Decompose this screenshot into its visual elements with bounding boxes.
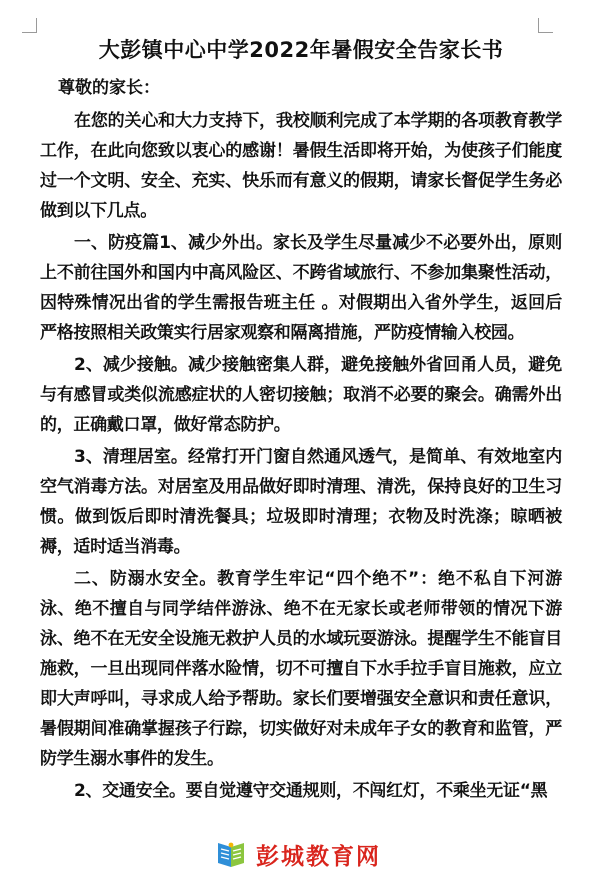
site-logo bbox=[214, 838, 381, 871]
paragraph-traffic-safety: 2、交通安全。要自觉遵守交通规则，不闯红灯，不乘坐无证“黑 bbox=[74, 781, 548, 801]
paragraph-reduce-contact: 2、减少接触。减少接触密集人群，避免接触外省回甬人员，避免与有感冒或类似流感症状的人密切接触；取消不必要的聚会。确需外出的，正确戴口罩，做好常态防护。 bbox=[40, 355, 562, 435]
book-icon bbox=[214, 841, 248, 869]
document-title: 大彭镇中心中学2022年暑假安全告家长书 bbox=[98, 38, 504, 62]
document-page bbox=[40, 34, 562, 808]
paragraph-clean-rooms: 3、清理居室。经常打开门窗自然通风透气，是简单、有效地室内空气消毒方法。对居室及用品做好即时清理、清洗，保持良好的卫生习惯。做到饭后即时清洗餐具；垃圾即时清理；衣物及时洗涤；晾晒被褥，适时适当消毒。 bbox=[40, 447, 562, 557]
paragraph-intro: 在您的关心和大力支持下，我校顺利完成了本学期的各项教育教学工作，在此向您致以衷心的感谢！暑假生活即将开始，为使孩子们能度过一个文明、安全、充实、快乐而有意义的假期，请家长督促学生务必做到以下几点。 bbox=[40, 111, 562, 221]
paragraph-drowning-safety: 二、防溺水安全。教育学生牢记“四个绝不”：绝不私自下河游泳、绝不擅自与同学结伴游泳、绝不在无家长或老师带领的情况下游泳、绝不在无安全设施无救护人员的水域玩耍游泳。提醒学生不能盲目施救，一旦出现同伴落水险情，切不可擅自下水手拉手盲目施救，应立即大声呼叫，寻求成人给予帮助。家长们要增强安全意识和责任意识，暑假期间准确掌握孩子行踪，切实做好对未成年子女的教育和监管，严防学生溺水事件的发生。 bbox=[40, 569, 562, 769]
logo-text: 彭城教育网 bbox=[256, 844, 381, 870]
crop-mark-top-right bbox=[538, 18, 553, 33]
greeting: 尊敬的家长： bbox=[58, 78, 160, 98]
crop-mark-top-left bbox=[22, 18, 37, 33]
paragraph-epidemic-reduce-travel: 一、防疫篇1、减少外出。家长及学生尽量减少不必要外出，原则上不前往国外和国内中高风险区、不跨省域旅行、不参加集聚性活动，因特殊情况出省的学生需报告班主任 。对假期出入省外学生，返回后严格按照相关政策实行居家观察和隔离措施，严防疫情输入校园。 bbox=[40, 233, 562, 343]
